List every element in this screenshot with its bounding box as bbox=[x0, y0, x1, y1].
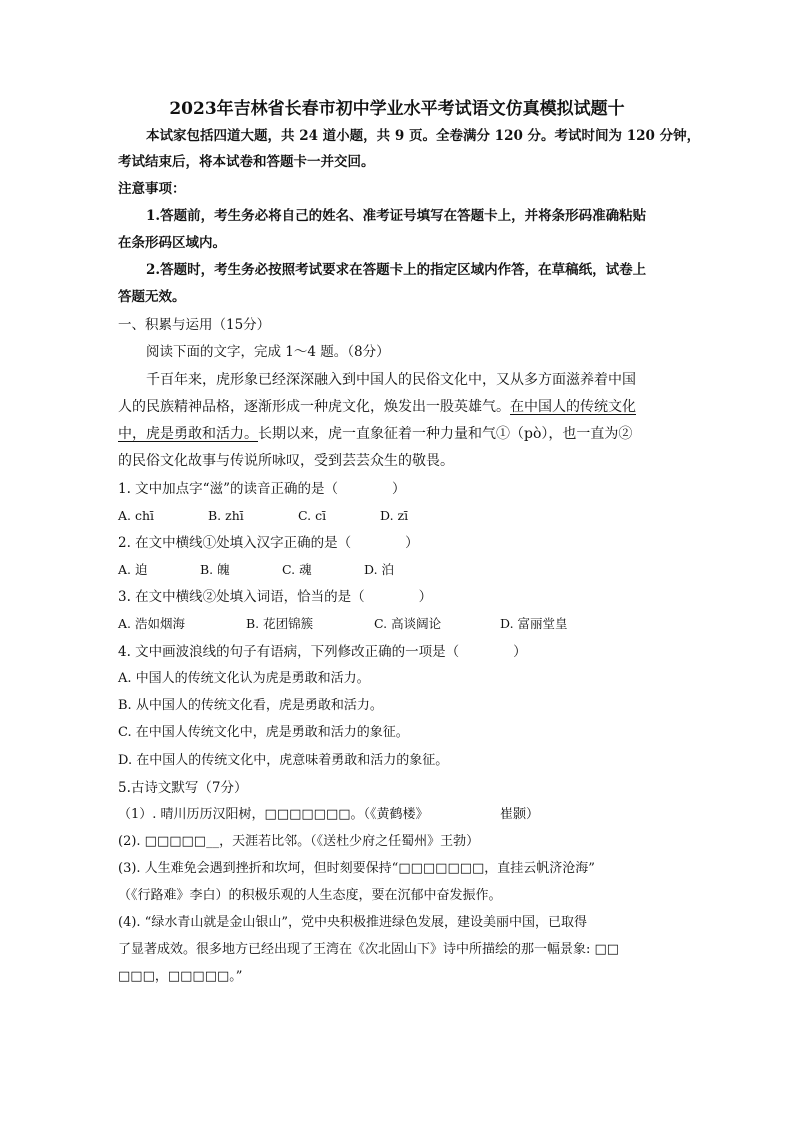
q4-option-b: B. 从中国人的传统文化看，虎是勇敢和活力。 bbox=[118, 698, 383, 713]
question-3: 3. 在文中横线②处填入词语，恰当的是（ ） bbox=[118, 589, 433, 605]
q4-option-d: D. 在中国人的传统文化中，虎意味着勇敢和活力的象征。 bbox=[118, 753, 449, 768]
q3-option-c: C. 高谈阔论 bbox=[374, 616, 442, 631]
exam-title: 2023年吉林省长春市初中学业水平考试语文仿真模拟试题十 bbox=[169, 99, 625, 119]
q5-item-4c: □□□，□□□□□。” bbox=[118, 969, 243, 984]
section-heading: 一、积累与运用（15分） bbox=[118, 317, 271, 333]
q5-item-4a: (4). “绿水青山就是金山银山”，党中央积极推进绿色发展，建设美丽中国，已取得 bbox=[118, 915, 587, 930]
notice-1a: 1.答题前，考生务必将自己的姓名、准考证号填写在答题卡上，并将条形码准确粘贴 bbox=[146, 208, 647, 224]
notice-1b: 在条形码区域内。 bbox=[118, 235, 226, 251]
passage-line-3 bbox=[118, 425, 678, 443]
passage-line-4: 的民俗文化故事与传说所咏叹，受到芸芸众生的敬畏。 bbox=[118, 453, 454, 469]
question-4: 4. 文中画波浪线的句子有语病，下列修改正确的一项是（ ） bbox=[118, 644, 527, 660]
q3-option-b: B. 花团锦簇 bbox=[246, 616, 314, 631]
q4-option-a: A. 中国人的传统文化认为虎是勇敢和活力。 bbox=[118, 671, 370, 686]
notice-title: 注意事项： bbox=[118, 181, 186, 197]
passage-underlined-1: 在中国人的传统文化 bbox=[510, 399, 636, 415]
question-2: 2. 在文中横线①处填入汉字正确的是（ ） bbox=[118, 535, 419, 551]
q1-option-d: D. zī bbox=[380, 508, 409, 523]
q1-option-c: C. cī bbox=[298, 508, 327, 523]
notice-2b: 答题无效。 bbox=[118, 289, 186, 305]
q2-option-d: D. 泊 bbox=[364, 562, 395, 577]
question-5: 5.古诗文默写（7分） bbox=[118, 780, 248, 796]
q2-option-a: A. 迫 bbox=[118, 562, 148, 577]
q5-item-1: （1）. 晴川历历汉阳树，□□□□□□□。（《黄鹤楼》 崔颢） bbox=[118, 807, 540, 822]
question-3-options bbox=[118, 615, 568, 633]
question-1: 1. 文中加点字“滋”的读音正确的是（ ） bbox=[118, 481, 406, 497]
q5-item-3a: (3). 人生难免会遇到挫折和坎坷，但时刻要保持“□□□□□□□，直挂云帆济沧海” bbox=[118, 861, 595, 876]
q1-option-b: B. zhī bbox=[208, 508, 244, 523]
read-prompt: 阅读下面的文字，完成 1～4 题。（8分） bbox=[146, 344, 390, 360]
notice-2a: 2.答题时，考生务必按照考试要求在答题卡上的指定区域内作答，在草稿纸，试卷上 bbox=[146, 262, 647, 278]
q5-item-4b: 了显著成效。很多地方已经出现了王湾在《次北固山下》诗中所描绘的那一幅景象: □□ bbox=[118, 942, 620, 957]
q5-item-3b: （《行路难》李白）的积极乐观的人生态度，要在沉郁中奋发振作。 bbox=[118, 888, 502, 903]
passage-underlined-2: 中，虎是勇敢和活力。 bbox=[118, 426, 258, 442]
q4-option-c: C. 在中国人传统文化中，虎是勇敢和活力的象征。 bbox=[118, 725, 409, 740]
q2-option-b: B. 魄 bbox=[200, 562, 230, 577]
q3-option-a: A. 浩如烟海 bbox=[118, 616, 185, 631]
passage-line-1: 千百年来，虎形象已经深深融入到中国人的民俗文化中，又从多方面滋养着中国 bbox=[146, 372, 636, 388]
question-2-options bbox=[118, 561, 394, 579]
intro-line-1: 本试家包括四道大题，共 24 道小题，共 9 页。全卷满分 120 分。考试时间为 120 分钟， bbox=[146, 128, 701, 144]
q5-item-2: (2). □□□□□__，天涯若比邻。（《送杜少府之任蜀州》王勃） bbox=[118, 834, 480, 849]
passage-line-2-text: 人的民族精神品格，逐渐形成一种虎文化，焕发出一股英雄气。 bbox=[118, 399, 510, 415]
passage-line-2 bbox=[118, 398, 678, 416]
q2-option-c: C. 魂 bbox=[282, 562, 312, 577]
passage-line-3-text: 长期以来，虎一直象征着一种力量和气①（pò），也一直为② bbox=[258, 426, 633, 442]
question-1-options bbox=[118, 507, 408, 525]
intro-line-2: 考试结束后，将本试卷和答题卡一并交回。 bbox=[118, 154, 375, 170]
q3-option-d: D. 富丽堂皇 bbox=[500, 616, 568, 631]
q1-option-a: A. chī bbox=[118, 508, 155, 523]
